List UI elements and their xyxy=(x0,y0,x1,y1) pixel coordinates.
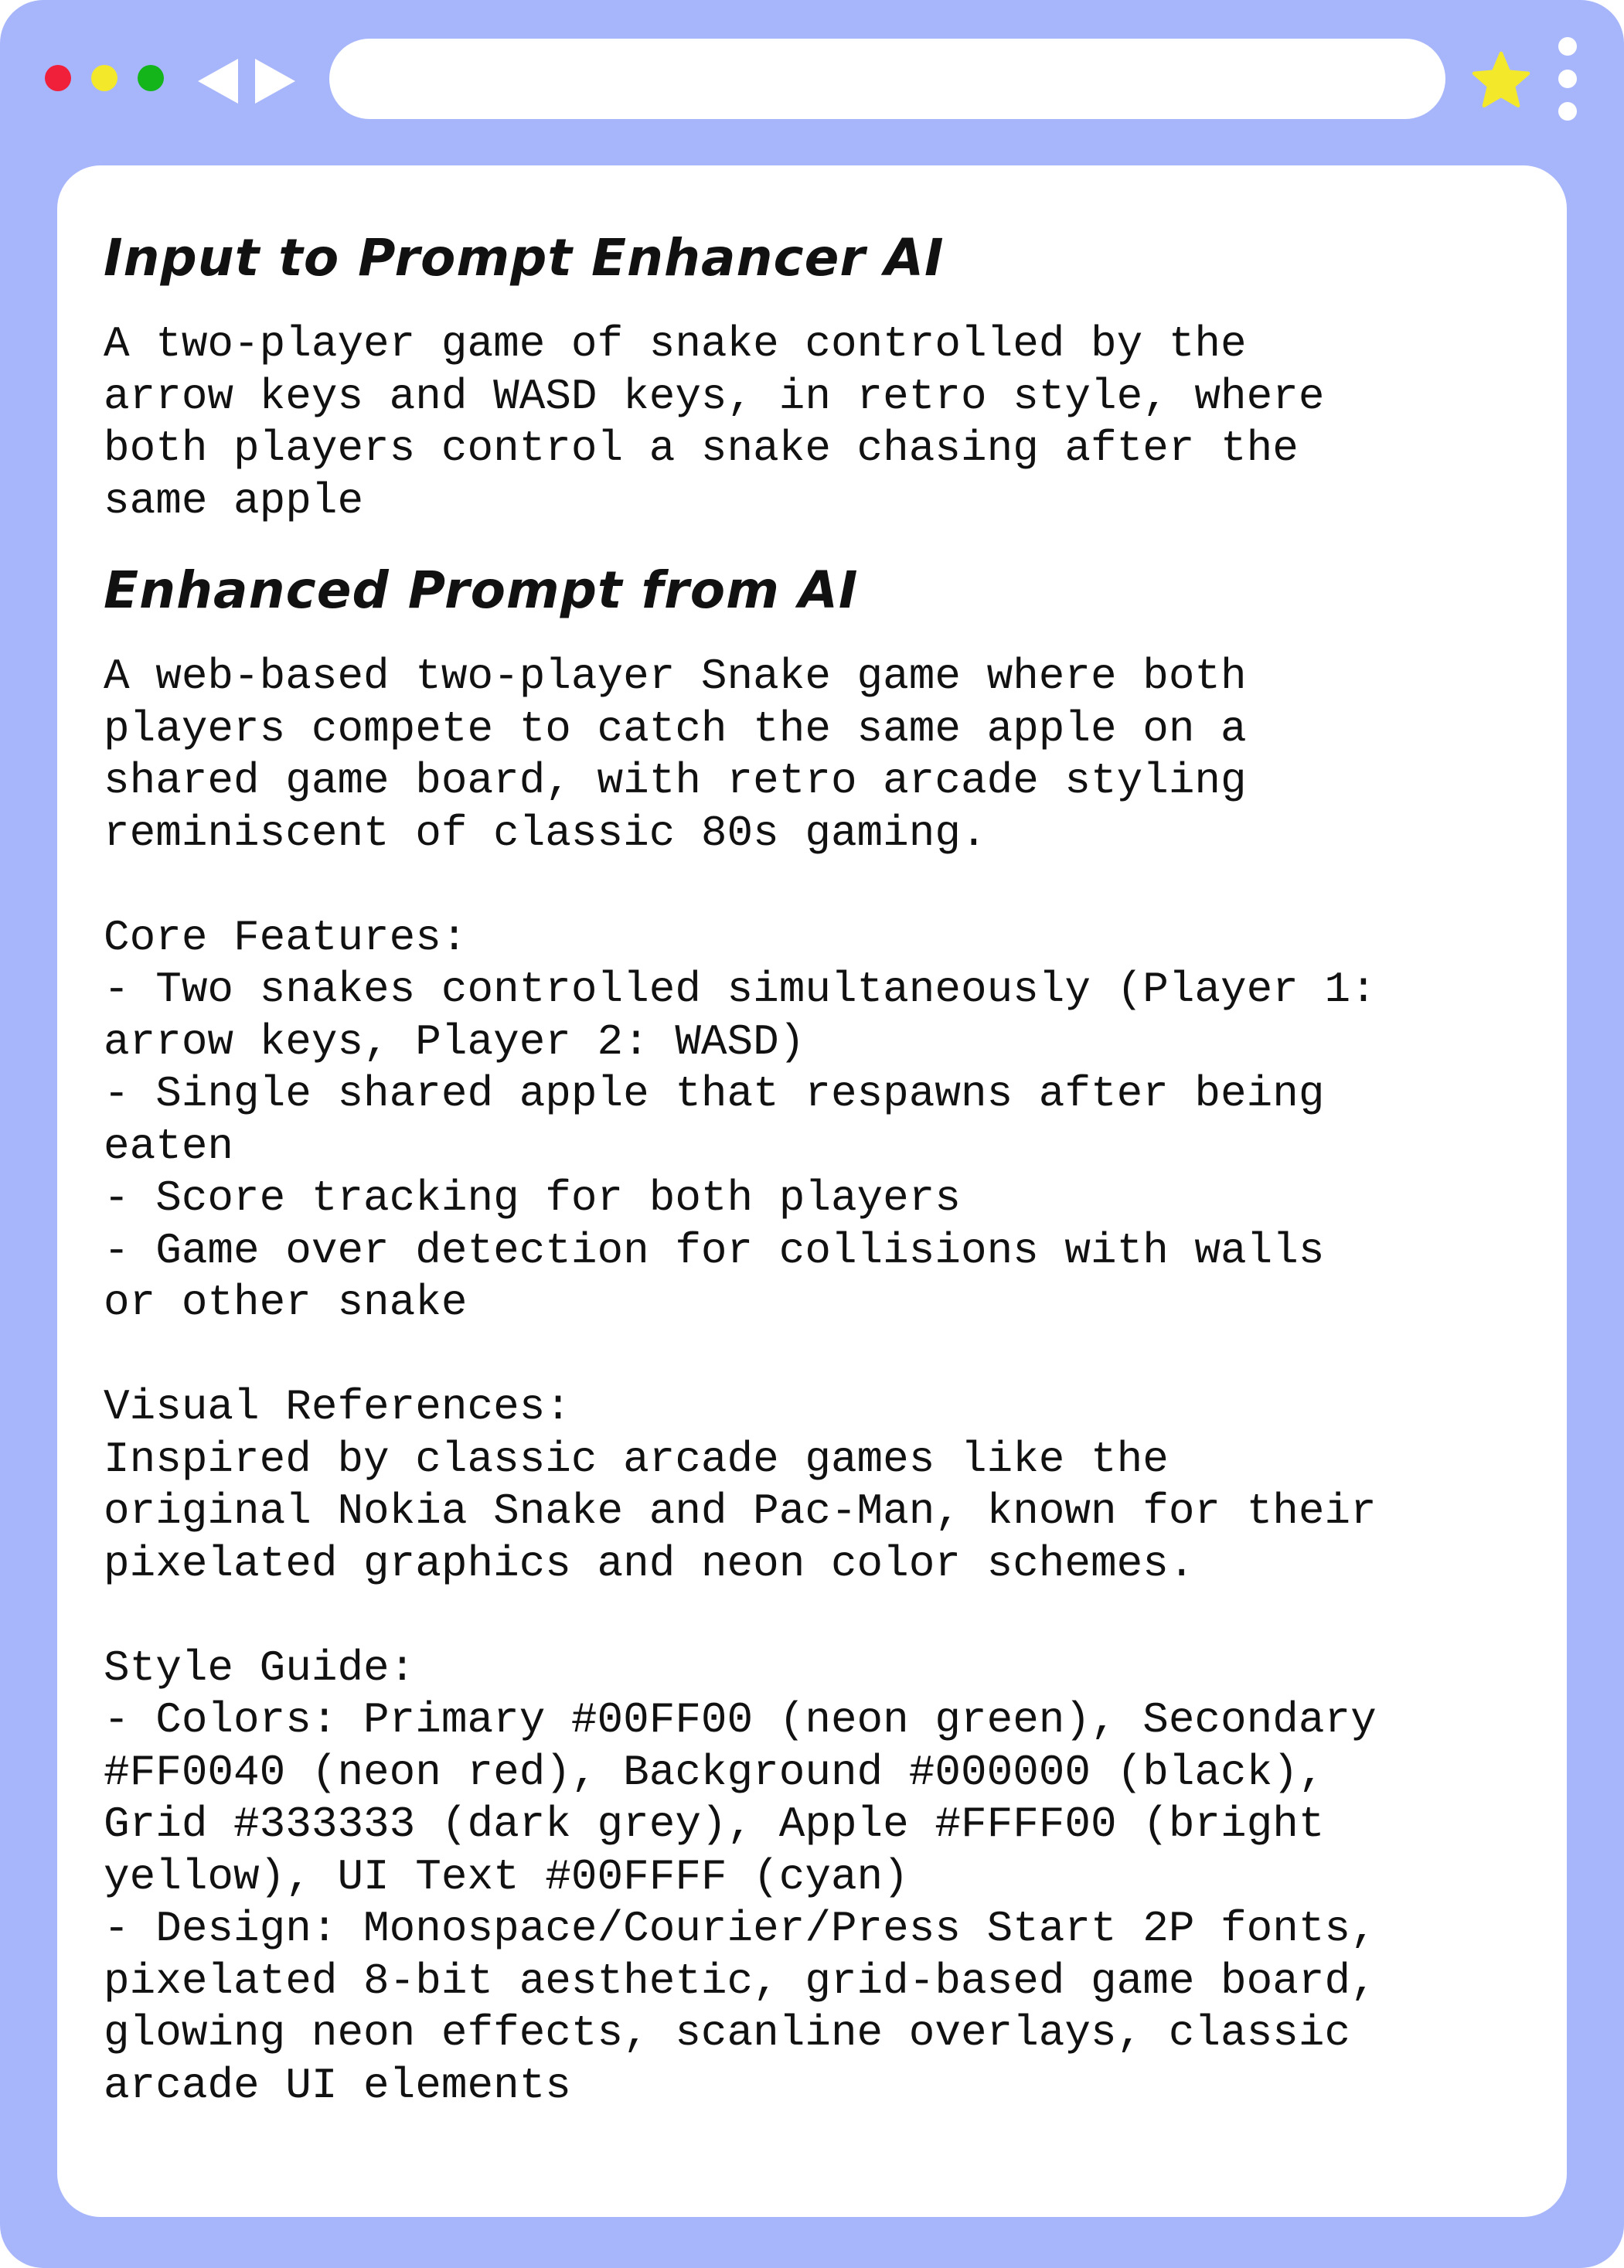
forward-arrow-icon[interactable] xyxy=(255,59,295,104)
star-icon[interactable] xyxy=(1472,51,1530,110)
input-section-heading: Input to Prompt Enhancer AI xyxy=(104,228,945,288)
maximize-window-button[interactable] xyxy=(138,65,164,91)
minimize-window-button[interactable] xyxy=(91,65,117,91)
content-panel xyxy=(57,165,1567,2217)
back-arrow-icon[interactable] xyxy=(198,59,238,104)
enhanced-section-heading: Enhanced Prompt from AI xyxy=(104,560,859,620)
address-bar[interactable] xyxy=(329,39,1445,119)
input-section-text: A two-player game of snake controlled by the arrow keys and WASD keys, in retro style, where both players control a snake chasing after the same apple xyxy=(104,319,1325,526)
more-vertical-icon[interactable] xyxy=(1555,37,1580,124)
enhanced-section-text: A web-based two-player Snake game where both players compete to catch the same apple on a shared game board, with retro arcade styling reminiscent of classic 80s gaming. Core Features: - Two snakes controlled simultaneously (Player 1: arrow keys, Player 2: WASD) - Single shared apple that respawns after being eaten - Score tracking for both players - Game over detection for collisions with walls or other snake Visual References: Inspired by classic arcade games like the original Nokia Snake and Pac-Man, known for their pixelated graphics and neon color schemes. Style Guide: - Colors: Primary #00FF00 (neon green), Secondary #FF0040 (neon red), Background #000000 (black), Grid #333333 (dark grey), Apple #FFFF00 (bright yellow), UI Text #00FFFF (cyan) - Design: Monospace/Courier/Press Start 2P fonts, pixelated 8-bit aesthetic, grid-based game board, glowing neon effects, scanline overlays, classic arcade UI elements xyxy=(104,652,1377,2110)
close-window-button[interactable] xyxy=(45,65,71,91)
